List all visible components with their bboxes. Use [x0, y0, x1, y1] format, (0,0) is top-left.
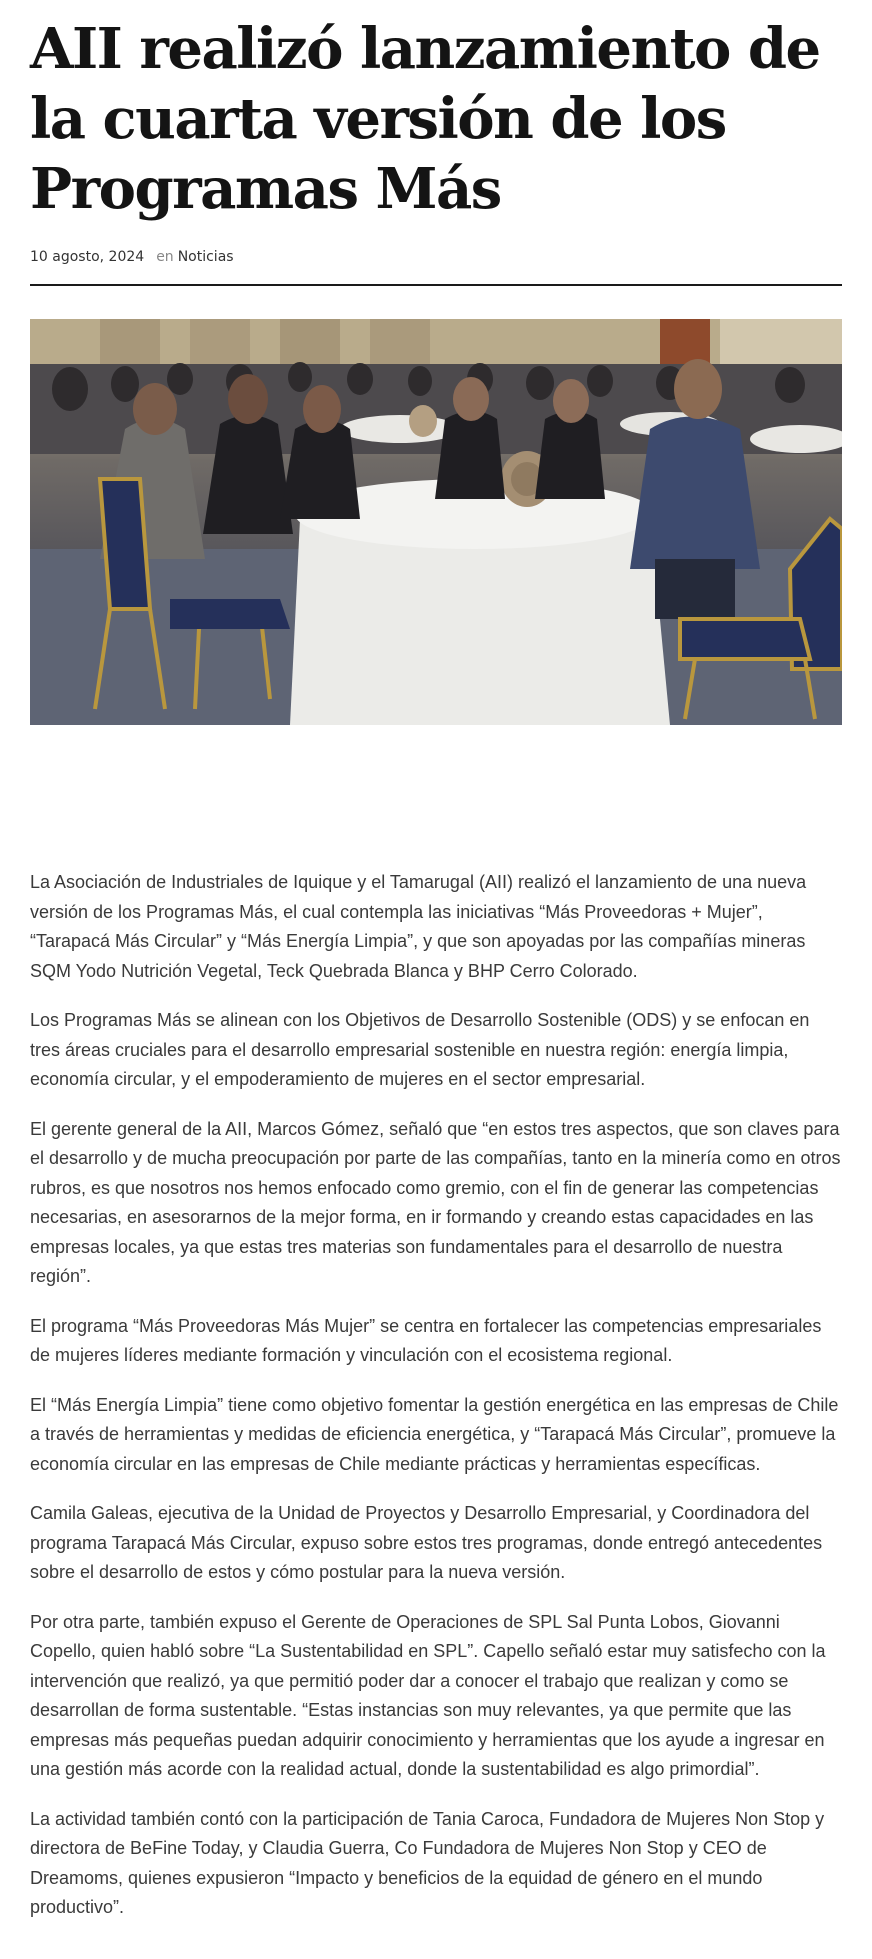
- article-body: [30, 868, 842, 1923]
- paragraph: La actividad también contó con la participación de Tania Caroca, Fundadora de Mujeres Non Stop y directora de BeFine Today, y Claudia Guerra, Co Fundadora de Mujeres Non Stop y CEO de Dreamoms, quienes expusieron “Impacto y beneficios de la equidad de género en el mundo productivo”.: [30, 1808, 825, 1917]
- paragraph: El “Más Energía Limpia” tiene como objetivo fomentar la gestión energética en las empresas de Chile a través de herramientas y medidas de eficiencia energética, y “Tarapacá Más Circular”, promueve la economía circular en las empresas de Chile mediante prácticas y herramientas específicas.: [30, 1394, 839, 1474]
- paragraph: La Asociación de Industriales de Iquique y el Tamarugal (AII) realizó el lanzamiento de una nueva versión de los Programas Más, el cual contempla las iniciativas “Más Proveedoras + Mujer”, “Tarapacá Más Circular” y “Más Energía Limpia”, y que son apoyadas por las compañías mineras SQM Yodo Nutrición Vegetal, Teck Quebrada Blanca y BHP Cerro Colorado.: [30, 872, 807, 981]
- article-title: AII realizó lanzamiento de la cuarta versión de los Programas Más: [30, 16, 820, 222]
- featured-image: [30, 319, 842, 725]
- category-link[interactable]: Noticias: [177, 249, 234, 265]
- paragraph: Los Programas Más se alinean con los Objetivos de Desarrollo Sostenible (ODS) y se enfocan en tres áreas cruciales para el desarrollo empresarial sostenible en nuestra región: energía limpia, economía circular, y el empoderamiento de mujeres en el sector empresarial.: [30, 1010, 810, 1089]
- article: [30, 0, 842, 1943]
- paragraph: El gerente general de la AII, Marcos Gómez, señaló que “en estos tres aspectos, que son claves para el desarrollo y de mucha preocupación por parte de las compañías, tanto en la minería como en otros rubros, es que nosotros nos hemos enfocado como gremio, con el fin de generar las competencias necesarias, en asesorarnos de la mejor forma, en ir formando y creando estas capacidades en las empresas locales, ya que estas tres materias son fundamentales para el desarrollo de nuestra región”.: [30, 1118, 841, 1286]
- post-meta: [30, 247, 842, 267]
- paragraph: Camila Galeas, ejecutiva de la Unidad de Proyectos y Desarrollo Empresarial, y Coordinadora del programa Tarapacá Más Circular, expuso sobre estos tres programas, donde entregó antecedentes sobre el desarrollo de estos y cómo postular para la nueva versión.: [30, 1503, 823, 1582]
- category-prefix: en: [156, 249, 174, 265]
- paragraph: El programa “Más Proveedoras Más Mujer” se centra en fortalecer las competencias empresariales de mujeres líderes mediante formación y vinculación con el ecosistema regional.: [30, 1315, 822, 1365]
- paragraph: Por otra parte, también expuso el Gerente de Operaciones de SPL Sal Punta Lobos, Giovanni Copello, quien habló sobre “La Sustentabilidad en SPL”. Capello señaló estar muy satisfecho con la intervención que realizó, ya que permitió poder dar a conocer el trabajo que realizan y como se desarrollan de forma sustentable. “Estas instancias son muy relevantes, ya que permite que las empresas más pequeñas puedan adquirir conocimiento y herramientas que los ayude a ingresar en una gestión más acorde con la realidad actual, donde la sustentabilidad es algo primordial”.: [30, 1611, 826, 1779]
- post-date[interactable]: 10 agosto, 2024: [30, 249, 145, 265]
- header-divider: [30, 284, 842, 286]
